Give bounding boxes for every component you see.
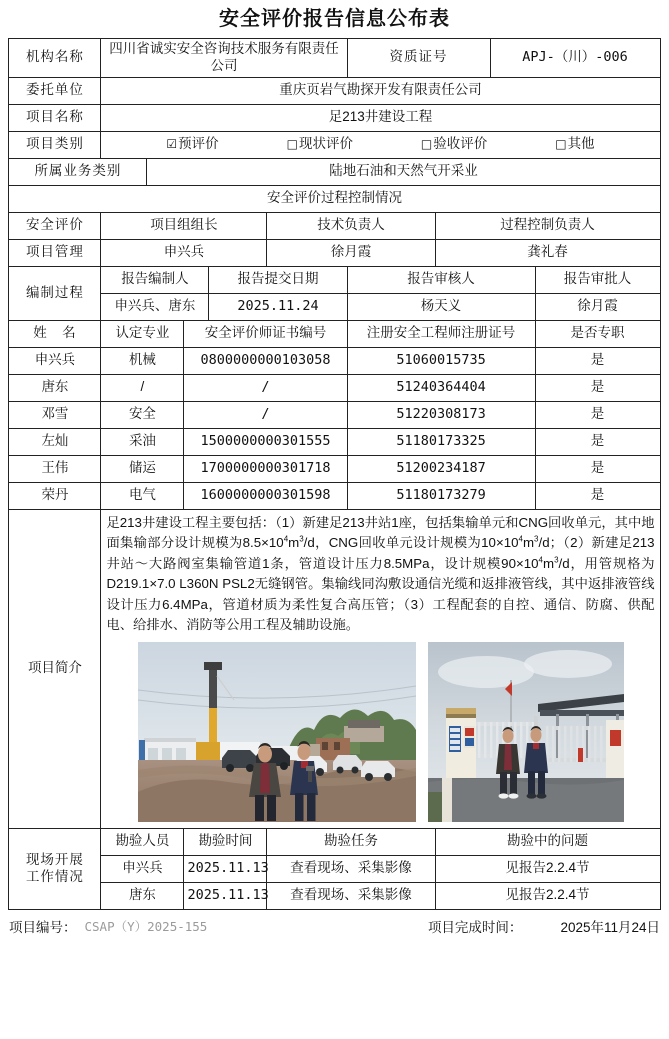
management-label-line1: 安全评价: [9, 212, 101, 239]
compilation-label: 编制过程: [9, 266, 101, 320]
project-no-label: 项目编号：: [9, 919, 77, 935]
table-row: [9, 855, 660, 882]
personnel-assessor-cert: 1700000000301718: [184, 455, 347, 482]
personnel-major: /: [101, 374, 184, 401]
personnel-fulltime: 是: [535, 482, 660, 509]
personnel-assessor-cert: /: [184, 401, 347, 428]
business-category-label: 所属业务类别: [9, 158, 147, 185]
report-table: [8, 38, 660, 910]
fieldwork-header-task: 勘验任务: [267, 828, 435, 855]
site-photo-construction-yard: [138, 642, 416, 822]
row-management-headers: [9, 212, 660, 239]
row-compilation-values: [9, 293, 660, 320]
personnel-name: 申兴兵: [9, 347, 101, 374]
cert-no-value: APJ-（川）-006: [490, 39, 660, 78]
checkbox-checked-icon[interactable]: ☑: [166, 137, 178, 152]
table-row: [9, 428, 660, 455]
personnel-name: 邓雪: [9, 401, 101, 428]
project-type-option-acceptance[interactable]: [421, 136, 487, 153]
project-type-option-preassessment[interactable]: [166, 136, 218, 153]
project-type-option-current[interactable]: [287, 136, 353, 153]
fieldwork-inspector: 申兴兵: [101, 855, 184, 882]
personnel-major: 安全: [101, 401, 184, 428]
compilation-value-reviewer: 杨天义: [347, 293, 535, 320]
personnel-engineer-cert: 51220308173: [347, 401, 535, 428]
fieldwork-inspector: 唐东: [101, 882, 184, 909]
personnel-assessor-cert: 1600000000301598: [184, 482, 347, 509]
personnel-assessor-cert: /: [184, 374, 347, 401]
checkbox-unchecked-icon[interactable]: □: [420, 137, 433, 152]
compilation-value-author: 申兴兵、唐东: [101, 293, 209, 320]
fieldwork-label-line2: 工作情况: [25, 868, 84, 884]
personnel-header-engineer-cert: 注册安全工程师注册证号: [347, 320, 535, 347]
client-label: 委托单位: [9, 77, 101, 104]
personnel-major: 电气: [101, 482, 184, 509]
fieldwork-task: 查看现场、采集影像: [267, 855, 435, 882]
compilation-header-reviewer: 报告审核人: [347, 266, 535, 293]
fieldwork-header-date: 勘验时间: [184, 828, 267, 855]
management-header-process: 过程控制负责人: [435, 212, 660, 239]
checkbox-unchecked-icon[interactable]: □: [555, 137, 567, 152]
checkbox-unchecked-icon[interactable]: □: [286, 137, 298, 152]
org-name-label: 机构名称: [9, 39, 101, 78]
project-type-option-label: 预评价: [178, 136, 219, 152]
management-label-line2: 项目管理: [9, 239, 101, 266]
row-compilation-headers: [9, 266, 660, 293]
business-category-value: 陆地石油和天然气开采业: [147, 158, 660, 185]
management-header-technical: 技术负责人: [267, 212, 435, 239]
cert-no-label: 资质证号: [347, 39, 490, 78]
personnel-fulltime: 是: [535, 401, 660, 428]
org-name-value: 四川省诚实安全咨询技术服务有限责任公司: [101, 39, 347, 78]
project-type-option-label: 验收评价: [433, 136, 488, 152]
table-row: [9, 455, 660, 482]
site-photo-station-gate: [428, 642, 624, 822]
page-title: 安全评价报告信息公布表: [219, 8, 450, 30]
table-row: [9, 482, 660, 509]
personnel-fulltime: 是: [535, 455, 660, 482]
fieldwork-date: 2025.11.13: [184, 882, 267, 909]
project-name-label: 项目名称: [9, 104, 101, 131]
personnel-header-fulltime: 是否专职: [535, 320, 660, 347]
project-intro-cell: [101, 509, 660, 828]
table-row: [9, 374, 660, 401]
personnel-fulltime: 是: [535, 374, 660, 401]
table-row: [9, 882, 660, 909]
personnel-major: 采油: [101, 428, 184, 455]
row-fieldwork-headers: [9, 828, 660, 855]
personnel-name: 王伟: [9, 455, 101, 482]
project-no-value: CSAP（Y）2025-155: [84, 918, 208, 934]
fieldwork-issues: 见报告2.2.4节: [435, 855, 660, 882]
project-name-value: 足213井建设工程: [101, 104, 660, 131]
table-row: [9, 347, 660, 374]
compilation-header-approver: 报告审批人: [535, 266, 660, 293]
complete-time-label: 项目完成时间：: [427, 919, 523, 935]
personnel-name: 荣丹: [9, 482, 101, 509]
project-intro-text: 足213井建设工程主要包括：（1）新建足213井站1座，包括集输单元和CNG回收单元，其中地面集输部分设计规模为$8.5\times 10^4m^3/d$，CNG回收单元设计规模为$10\times 10^4m^3/d$；（2）新建足213井站～大路阀室集输管道1条，管道设计压力8.5MPa，设计规模$90\times 10^4m^3/d$，用管规格为D219.1×7.0 L360N PSL2无缝钢管。集输线同沟敷设通信光缆和返排液管线，其中返排液管线设计压力6.4MPa，管道材质为柔性复合高压管；（3）工程配套的自控、通信、防腐、供配电、给排水、消防等公用工程及辅助设施。: [106, 514, 655, 633]
personnel-engineer-cert: 51180173279: [347, 482, 535, 509]
table-row: [9, 401, 660, 428]
fieldwork-task: 查看现场、采集影像: [267, 882, 435, 909]
row-business-category: [9, 158, 660, 185]
management-value-leader: 申兴兵: [101, 239, 267, 266]
row-project-name: [9, 104, 660, 131]
fieldwork-label: [9, 828, 101, 909]
fieldwork-date: 2025.11.13: [184, 855, 267, 882]
row-personnel-headers: [9, 320, 660, 347]
footer-row: [9, 916, 660, 936]
row-process-header: [9, 185, 660, 212]
process-control-header: 安全评价过程控制情况: [9, 185, 660, 212]
fieldwork-issues: 见报告2.2.4节: [435, 882, 660, 909]
row-project-type: [9, 131, 660, 158]
compilation-value-approver: 徐月霞: [535, 293, 660, 320]
complete-time-value: 2025年11月24日: [560, 919, 660, 935]
fieldwork-header-issues: 勘验中的问题: [435, 828, 660, 855]
project-type-options: [101, 131, 660, 158]
site-photos: [101, 636, 659, 828]
project-intro-label: 项目简介: [9, 509, 101, 828]
fieldwork-header-inspector: 勘验人员: [101, 828, 184, 855]
personnel-engineer-cert: 51180173325: [347, 428, 535, 455]
personnel-assessor-cert: 1500000000301555: [184, 428, 347, 455]
project-type-option-label: 现状评价: [298, 136, 353, 152]
personnel-name: 唐东: [9, 374, 101, 401]
personnel-header-name: 姓 名: [9, 320, 101, 347]
personnel-engineer-cert: 51060015735: [347, 347, 535, 374]
project-type-option-label: 其他: [567, 136, 595, 152]
personnel-name: 左灿: [9, 428, 101, 455]
client-value: 重庆页岩气勘探开发有限责任公司: [101, 77, 660, 104]
personnel-header-major: 认定专业: [101, 320, 184, 347]
fieldwork-label-line1: 现场开展: [25, 851, 84, 867]
row-project-intro: [9, 509, 660, 828]
personnel-major: 储运: [101, 455, 184, 482]
row-management-values: [9, 239, 660, 266]
compilation-value-submit-date: 2025.11.24: [209, 293, 347, 320]
personnel-fulltime: 是: [535, 428, 660, 455]
personnel-header-assessor-cert: 安全评价师证书编号: [184, 320, 347, 347]
row-org-name: [9, 39, 660, 78]
management-value-technical: 徐月霞: [267, 239, 435, 266]
personnel-fulltime: 是: [535, 347, 660, 374]
compilation-header-submit-date: 报告提交日期: [209, 266, 347, 293]
management-header-leader: 项目组组长: [101, 212, 267, 239]
personnel-engineer-cert: 51200234187: [347, 455, 535, 482]
row-client: [9, 77, 660, 104]
personnel-assessor-cert: 0800000000103058: [184, 347, 347, 374]
management-value-process: 龚礼春: [435, 239, 660, 266]
project-type-option-other[interactable]: [555, 136, 594, 153]
personnel-engineer-cert: 51240364404: [347, 374, 535, 401]
personnel-major: 机械: [101, 347, 184, 374]
compilation-header-author: 报告编制人: [101, 266, 209, 293]
project-type-label: 项目类别: [9, 131, 101, 158]
